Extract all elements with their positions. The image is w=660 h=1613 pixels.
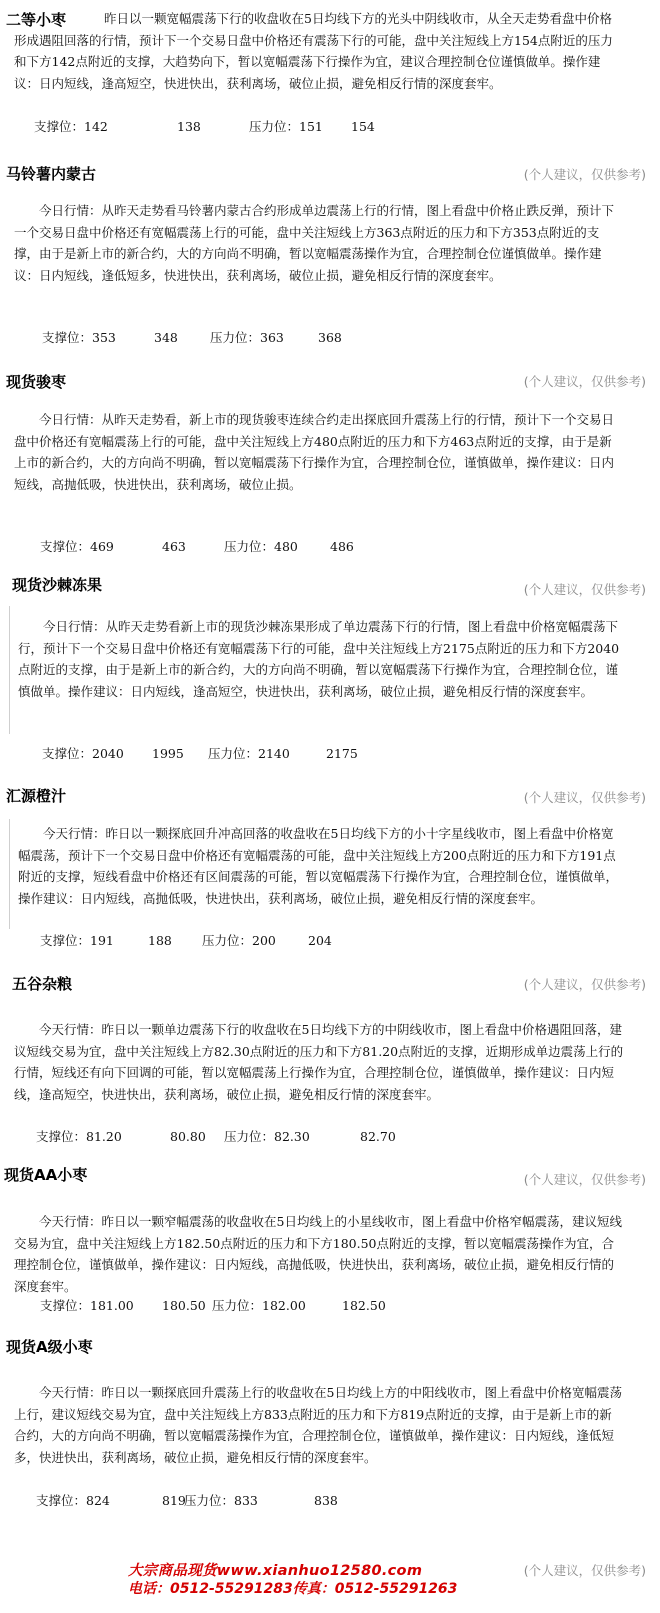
section-title: 现货AA小枣	[4, 1166, 88, 1184]
disclaimer-note: (个人建议，仅供参考)	[523, 374, 646, 389]
section-text: 昨日以一颗宽幅震荡下行的收盘收在5日均线下方的光头中阴线收市，从全天走势看盘中价格形成遇阻回落的行情，预计下一个交易日盘中价格还有震荡下行的可能，盘中关注短线上方154点附近的压力和下方142点附近的支撑，大趋势向下，暂以宽幅震荡下行操作为宜，建议合理控制仓位谨慎做单。操作建议：日内短线，逢高短空，快进快出，获利离场，破位止损，避免相反行情的深度套牢。	[14, 11, 613, 91]
section-text: 今天行情：昨日以一颗探底回升震荡上行的收盘收在5日均线上方的中阳线收市，图上看盘中价格宽幅震荡上行，建议短线交易为宜，盘中关注短线上方833点附近的压力和下方819点附近的支撑，由于是新上市的新合约，大的方向尚不明确，暂以宽幅震荡操作为宜，合理控制仓位，谨慎做单，操作建议：日内短线，逢低短多，快进快出，获利离场，破位止损，避免相反行情的深度套牢。	[14, 1385, 622, 1465]
levels-row: 支撑位：181.00 180.50 压力位：182.00 182.50	[40, 1298, 386, 1313]
section-title: 汇源橙汁	[6, 787, 67, 805]
levels-row: 支撑位：353 348 压力位：363 368	[42, 330, 342, 345]
levels-row: 支撑位：142 138 压力位：151 154	[34, 119, 375, 134]
section-text: 今日行情：从昨天走势看，新上市的现货骏枣连续合约走出探底回升震荡上行的行情，预计下一个交易日盘中价格还有宽幅震荡上行的可能，盘中关注短线上方480点附近的压力和下方463点附近的支撑，由于是新上市的新合约，大的方向尚不明确，暂以宽幅震荡下行操作为宜，合理控制仓位，谨慎做单，操作建议：日内短线，高抛低吸，快进快出，获利离场，破位止损。	[14, 412, 615, 492]
disclaimer-note: (个人建议，仅供参考)	[523, 582, 646, 597]
levels-row: 支撑位：81.20 80.80 压力位：82.30 82.70	[36, 1129, 396, 1144]
section-title: 现货A级小枣	[6, 1338, 93, 1356]
section-title: 现货沙棘冻果	[12, 576, 103, 594]
section-title: 二等小枣	[6, 11, 67, 29]
levels-row: 支撑位：824 819压力位：833 838	[36, 1493, 338, 1508]
section-title: 五谷杂粮	[12, 975, 73, 993]
quote-bar	[9, 606, 10, 734]
disclaimer-note: (个人建议，仅供参考)	[523, 1172, 646, 1187]
disclaimer-note: (个人建议，仅供参考)	[523, 977, 646, 992]
quote-bar	[9, 819, 10, 929]
levels-row: 支撑位：2040 1995 压力位：2140 2175	[42, 746, 358, 761]
section-text: 今日行情：从昨天走势看马铃薯内蒙古合约形成单边震荡上行的行情，图上看盘中价格止跌反弹，预计下一个交易日盘中价格还有宽幅震荡上行的可能，盘中关注短线上方363点附近的压力和下方353点附近的支撑，由于是新上市的新合约，大的方向尚不明确，暂以宽幅震荡操作为宜，合理控制仓位谨慎做单。操作建议：日内短线，逢低短多，快进快出，获利离场，破位止损，避免相反行情的深度套牢。	[14, 203, 615, 283]
disclaimer-note: (个人建议，仅供参考)	[523, 167, 646, 182]
section-title: 现货骏枣	[6, 373, 67, 391]
footer-website: 大宗商品现货www.xianhuo12580.com	[128, 1563, 423, 1579]
section-text: 今日行情：从昨天走势看新上市的现货沙棘冻果形成了单边震荡下行的行情，图上看盘中价格宽幅震荡下行，预计下一个交易日盘中价格还有宽幅震荡下行的可能，盘中关注短线上方2175点附近的压力和下方2040点附近的支撑，由于是新上市的新合约，大的方向尚不明确，暂以宽幅震荡下行操作为宜，合理控制仓位，谨慎做单。操作建议：日内短线，逢高短空，快进快出，获利离场，破位止损，避免相反行情的深度套牢。	[18, 619, 620, 699]
disclaimer-note: (个人建议，仅供参考)	[523, 1563, 646, 1578]
footer-phone-fax: 电话：0512-55291283传真：0512-55291263	[128, 1581, 458, 1597]
levels-row: 支撑位：191 188 压力位：200 204	[40, 933, 332, 948]
disclaimer-note: (个人建议，仅供参考)	[523, 790, 646, 805]
section-text: 今天行情：昨日以一颗窄幅震荡的收盘收在5日均线上的小星线收市，图上看盘中价格窄幅震荡，建议短线交易为宜，盘中关注短线上方182.50点附近的压力和下方180.50点附近的支撑，暂以宽幅震荡操作为宜，合理控制仓位，谨慎做单，操作建议：日内短线，高抛低吸，快进快出，获利离场，破位止损，避免相反行情的深度套牢。	[14, 1214, 622, 1294]
levels-row: 支撑位：469 463 压力位：480 486	[40, 539, 354, 554]
section-text: 今天行情：昨日以一颗单边震荡下行的收盘收在5日均线下方的中阴线收市，图上看盘中价格遇阻回落，建议短线交易为宜，盘中关注短线上方82.30点附近的压力和下方81.20点附近的支撑，近期形成单边震荡上行的行情，短线还有向下回调的可能，暂以宽幅震荡上行操作为宜，合理控制仓位，谨慎做单，操作建议：日内短线，逢高短空，快进快出，获利离场，破位止损，避免相反行情的深度套牢。	[14, 1022, 624, 1102]
section-text: 今天行情：昨日以一颗探底回升冲高回落的收盘收在5日均线下方的小十字星线收市，图上看盘中价格宽幅震荡，预计下一个交易日盘中价格还有宽幅震荡的可能，盘中关注短线上方200点附近的压力和下方191点附近的支撑，短线看盘中价格还有区间震荡的可能，暂以宽幅震荡下行操作为宜，合理控制仓位，谨慎做单，操作建议：日内短线，高抛低吸，快进快出，获利离场，破位止损，避免相反行情的深度套牢。	[18, 826, 619, 906]
section-title: 马铃薯内蒙古	[6, 165, 97, 183]
